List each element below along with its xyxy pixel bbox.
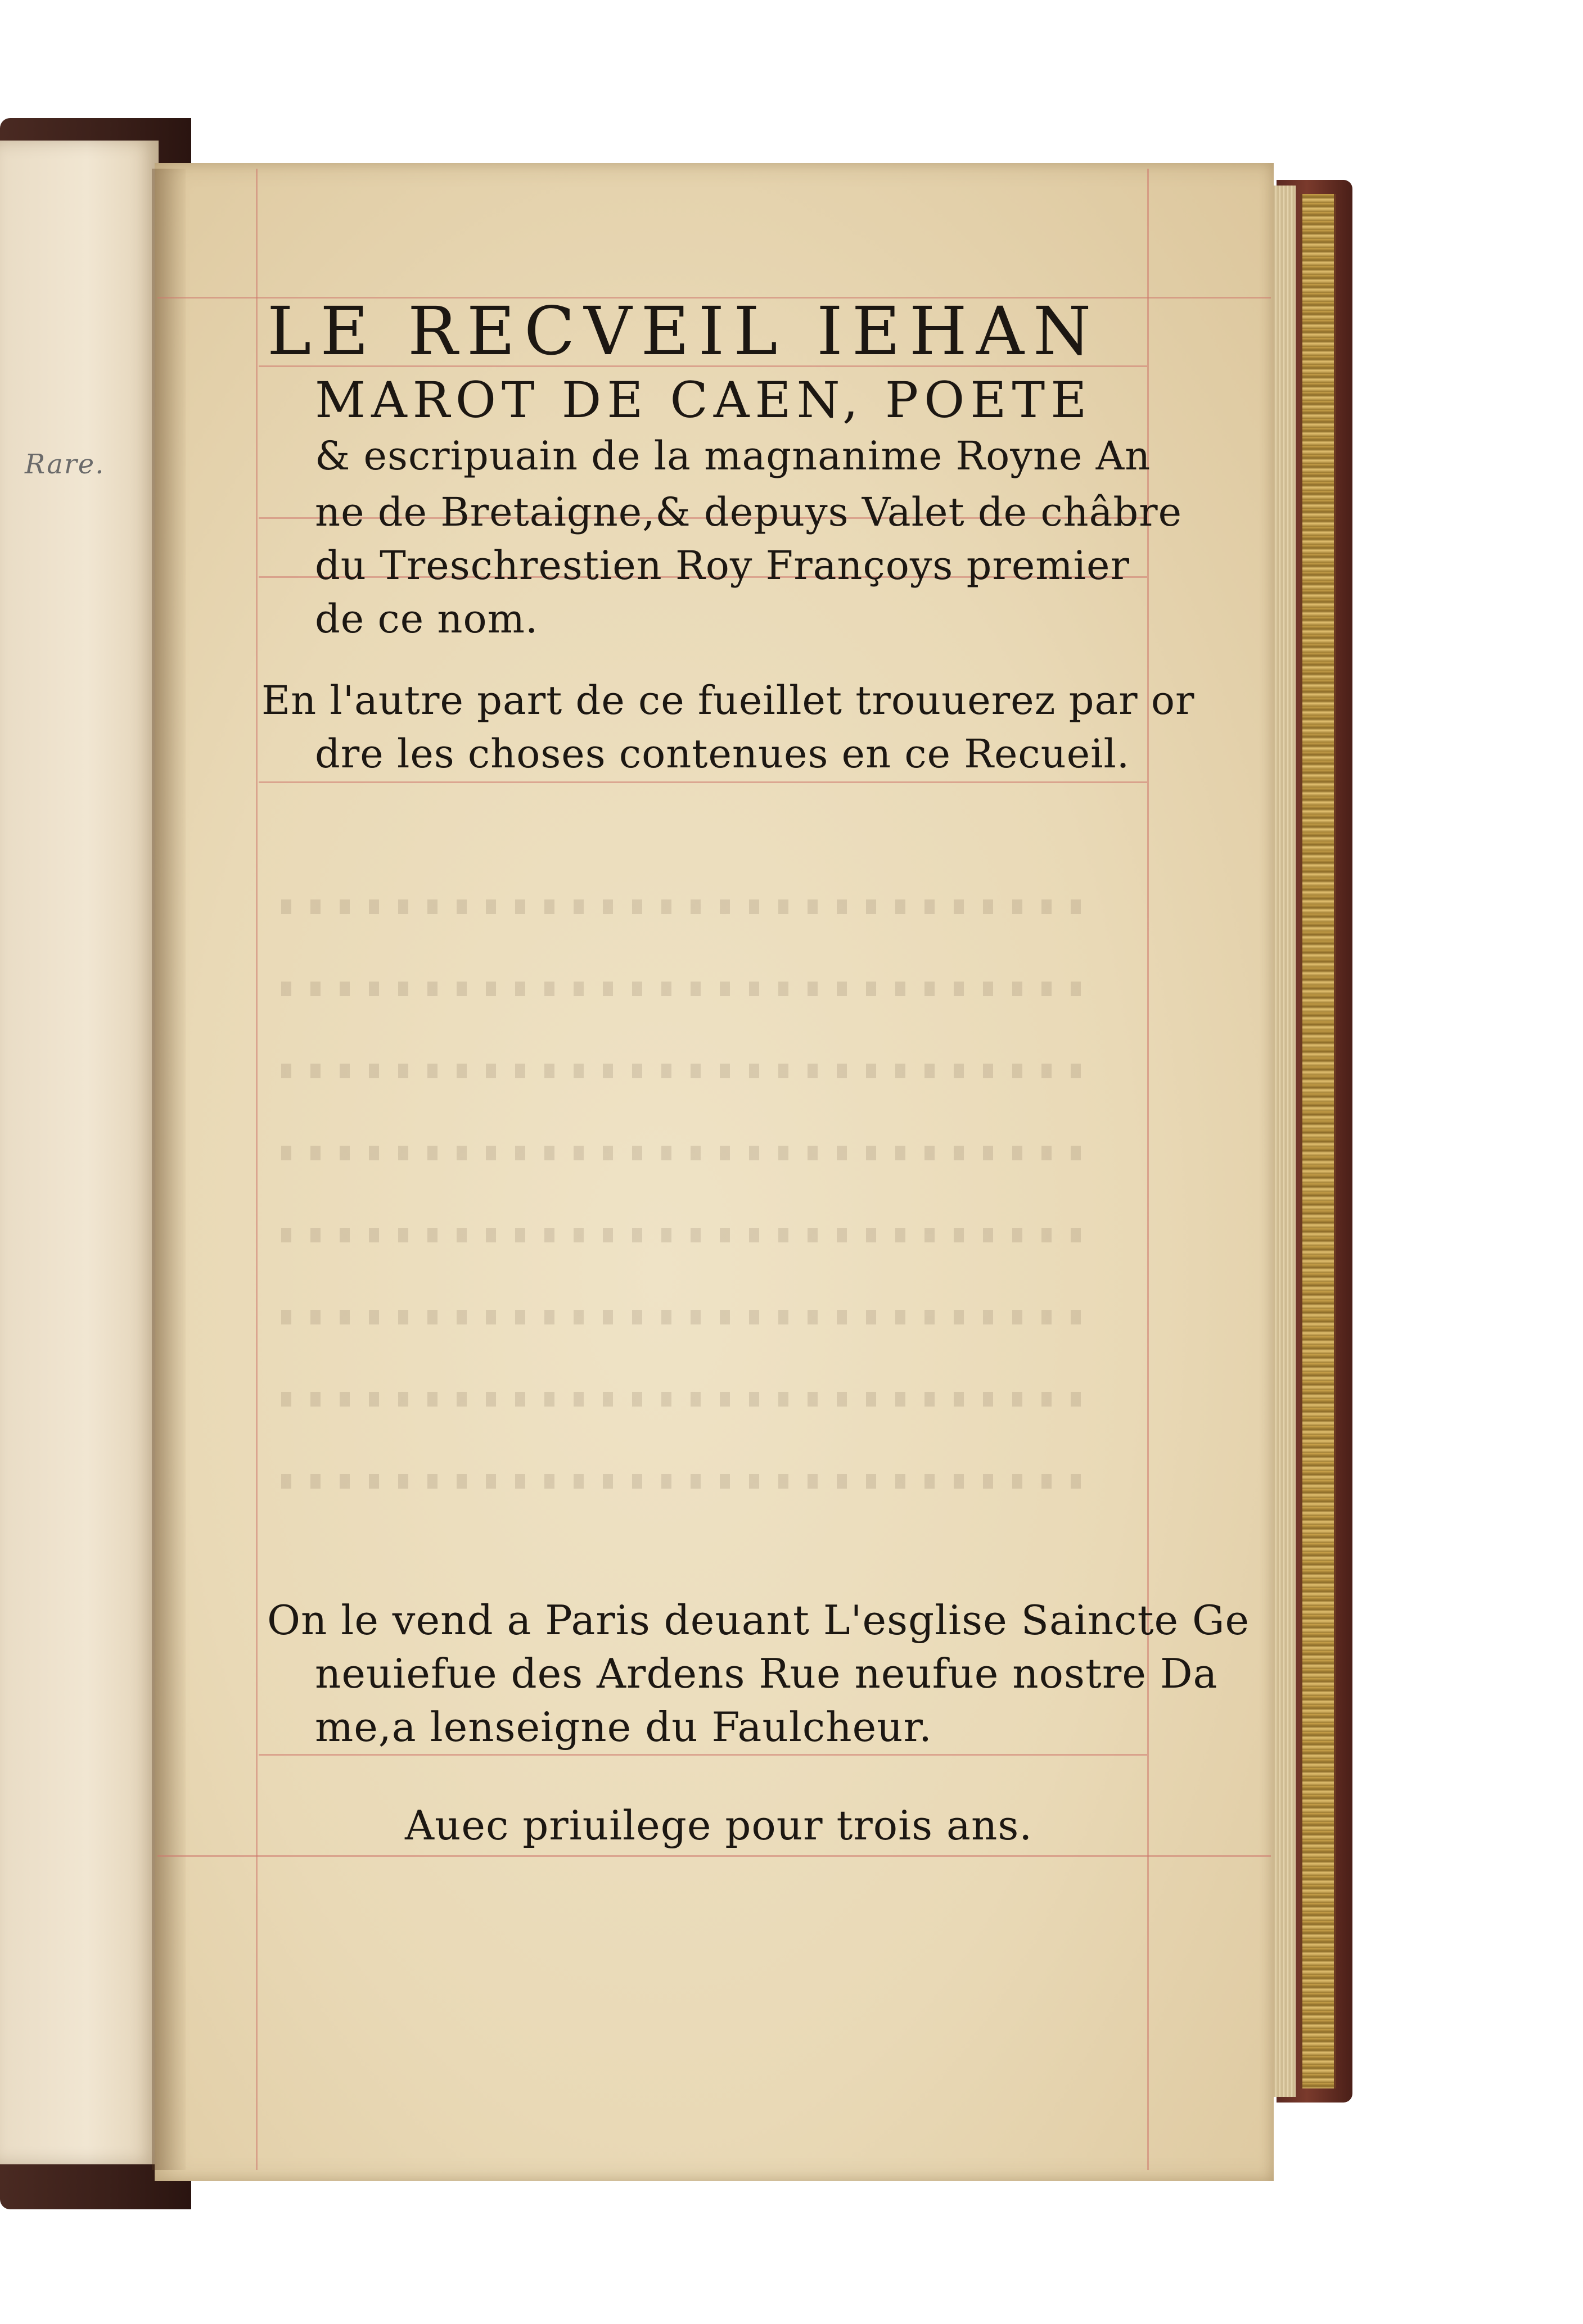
rule-line: [259, 781, 1147, 783]
description-line: & escripuain de la magnanime Royne An: [315, 433, 1151, 479]
page-block-edges: [1272, 186, 1296, 2097]
rule-line: [259, 1754, 1147, 1756]
show-through-row: [281, 1310, 1097, 1324]
show-through-row: [281, 982, 1097, 996]
contents-note-line: dre les choses contenues en ce Recueil.: [315, 731, 1130, 777]
description-line: du Treschrestien Roy Françoys premier: [315, 542, 1130, 589]
contents-note-line: En l'autre part de ce fueillet trouuerez par or: [261, 677, 1195, 724]
title-line-1: LE RECVEIL IEHAN: [267, 292, 1101, 370]
imprint-line: neuiefue des Ardens Rue neufue nostre Da: [315, 1650, 1218, 1697]
description-line: ne de Bretaigne,& depuys Valet de châbre: [315, 489, 1183, 535]
show-through-row: [281, 1228, 1097, 1242]
rule-bottom: [157, 1855, 1271, 1857]
show-through-text: [281, 899, 1097, 1563]
show-through-row: [281, 899, 1097, 914]
left-flyleaf-page: [0, 141, 159, 2164]
title-line-2: MAROT DE CAEN, POETE: [315, 371, 1093, 429]
show-through-row: [281, 1392, 1097, 1407]
gilt-page-edge: [1300, 194, 1336, 2088]
page-gutter: [152, 169, 186, 2170]
rule-left: [256, 169, 258, 2170]
imprint-line: me,a lenseigne du Faulcheur.: [315, 1703, 932, 1751]
handwritten-note: Rare.: [25, 449, 105, 480]
show-through-row: [281, 1146, 1097, 1160]
imprint-line: On le vend a Paris deuant L'esglise Saincte Ge: [267, 1597, 1250, 1644]
privilege-line: Auec priuilege pour trois ans.: [405, 1802, 1033, 1849]
description-line: de ce nom.: [315, 596, 539, 642]
show-through-row: [281, 1474, 1097, 1489]
show-through-row: [281, 1064, 1097, 1078]
